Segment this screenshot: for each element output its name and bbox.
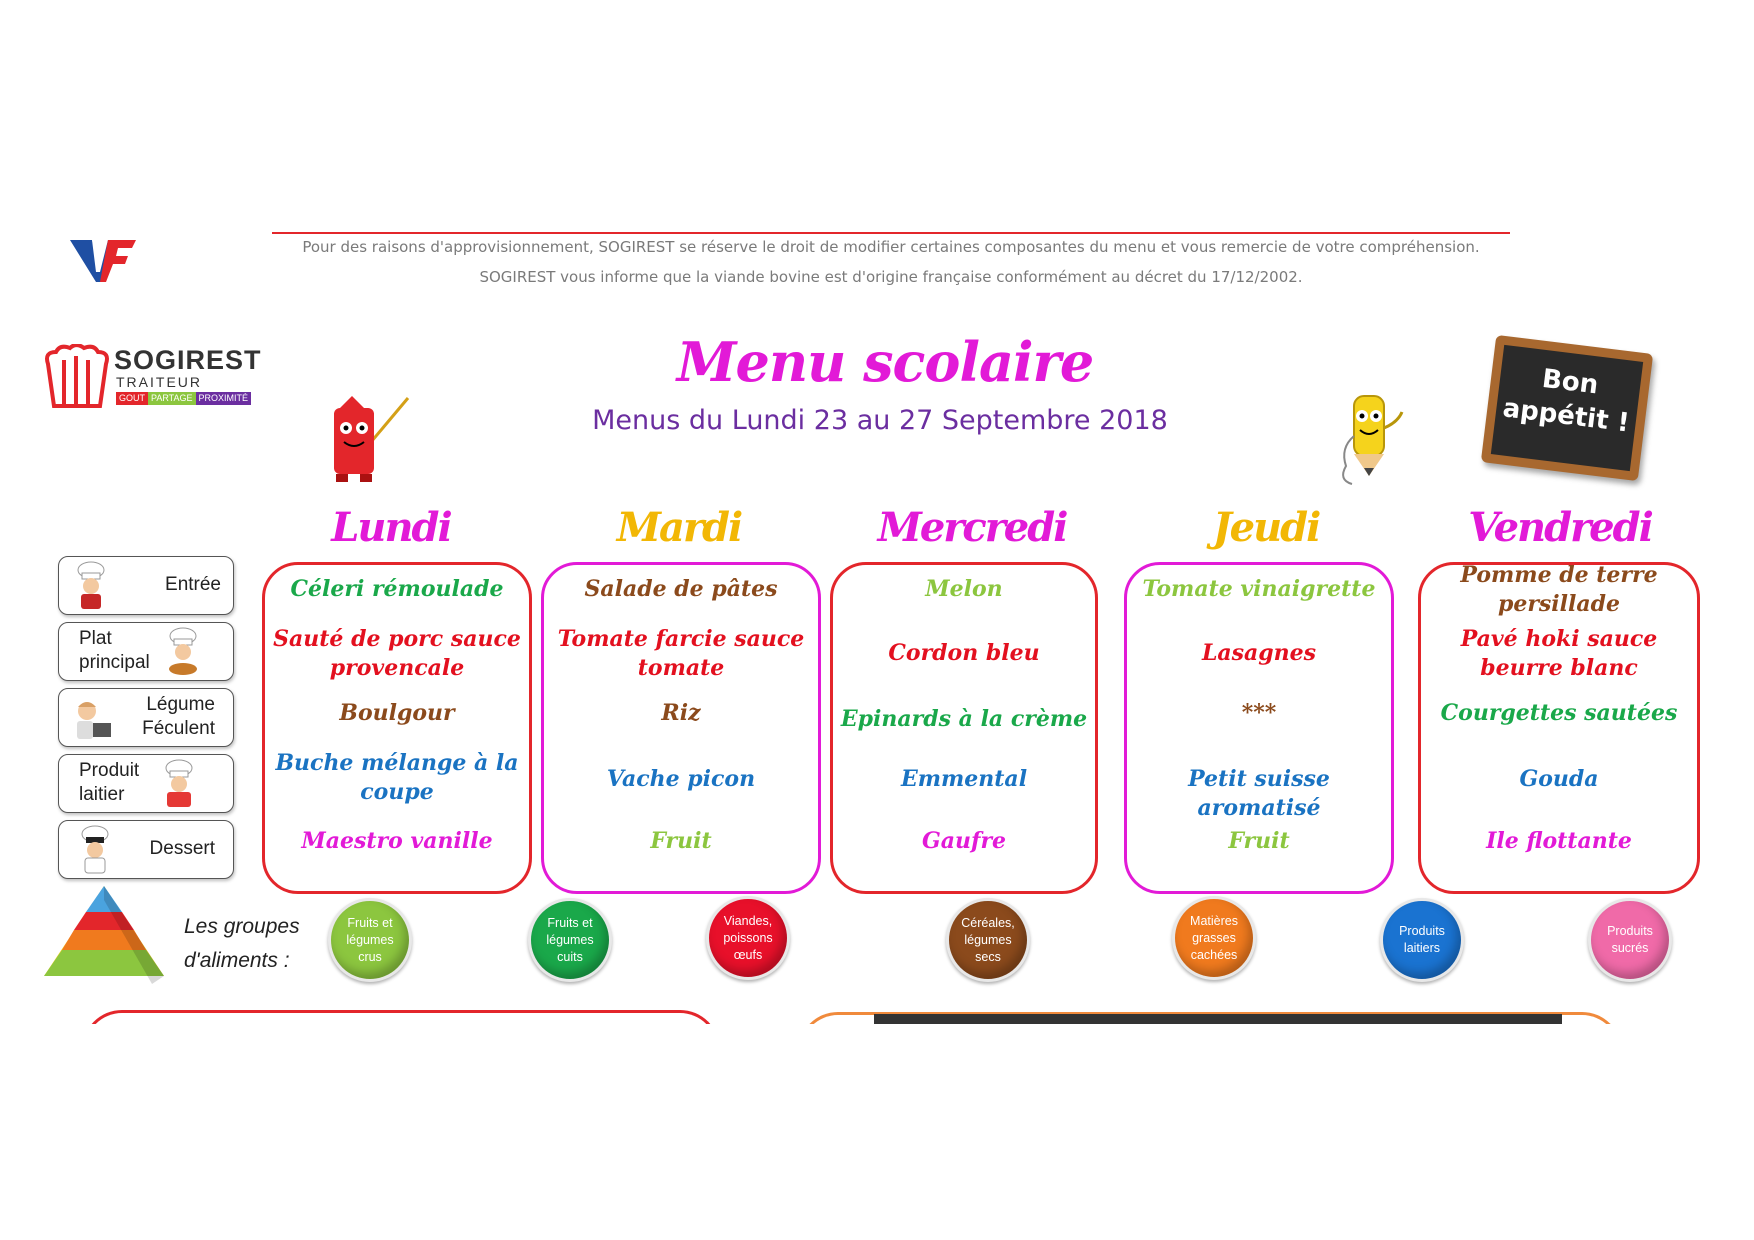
dish-plat: Tomate farcie sauce tomate — [557, 626, 805, 681]
board-line-1: Bon — [1540, 363, 1600, 401]
food-pyramid-icon — [42, 884, 166, 986]
chef-icon — [75, 825, 115, 875]
day-header-lundi: Lundi — [331, 504, 451, 551]
day-header-mardi: Mardi — [616, 504, 742, 551]
board-line-2: appétit ! — [1501, 393, 1631, 439]
dish-legume: Epinards à la crème — [840, 706, 1088, 732]
food-group-produits-laitiers: Produits laitiers — [1380, 898, 1464, 982]
dish-entree: Céleri rémoulade — [290, 576, 504, 602]
sogirest-chef-hat-logo — [40, 344, 112, 410]
category-label-line-1: Légume — [146, 694, 215, 715]
dish-dessert: Fruit — [1228, 828, 1290, 854]
food-group-fruits-legumes-crus: Fruits et légumes crus — [328, 898, 412, 982]
header-rule — [272, 232, 1510, 234]
page-bottom-whitespace — [0, 1024, 1754, 1240]
food-group-matieres-grasses: Matières grasses cachées — [1172, 896, 1256, 980]
dish-dessert: Fruit — [650, 828, 712, 854]
dish-legume: Boulgour — [339, 700, 455, 726]
dish-laitier: Gouda — [1519, 766, 1599, 792]
category-label-line-2: Féculent — [142, 718, 215, 739]
tagline-item: PROXIMITÉ — [196, 392, 252, 405]
category-entree — [58, 556, 234, 615]
category-legume-feculent — [58, 688, 234, 747]
chef-icon — [71, 561, 111, 611]
vf-flag-logo — [70, 238, 136, 284]
dish-laitier: Vache picon — [606, 766, 756, 792]
day-menu-vendredi — [1418, 562, 1700, 894]
category-label: Entrée — [165, 574, 221, 595]
notice-line-2: SOGIREST vous informe que la viande bovine est d'origine française conformément au décret du 17/12/2002. — [479, 268, 1303, 286]
category-label-line-2: laitier — [79, 784, 125, 805]
dish-plat: Cordon bleu — [888, 640, 1040, 666]
dish-dessert: Gaufre — [921, 828, 1007, 854]
category-label: Dessert — [149, 838, 215, 859]
food-group-cereales-legumes-secs: Céréales, légumes secs — [946, 898, 1030, 982]
dish-laitier: Emmental — [900, 766, 1028, 792]
page-title: Menu scolaire — [676, 330, 1094, 394]
dish-legume: Courgettes sautées — [1440, 700, 1678, 726]
day-menu-lundi — [262, 562, 532, 894]
food-group-produits-sucres: Produits sucrés — [1588, 898, 1672, 982]
dish-plat: Lasagnes — [1201, 640, 1317, 666]
red-pencil-mascot-icon — [322, 392, 414, 486]
dish-dessert: Ile flottante — [1486, 828, 1632, 854]
tagline-item: GOUT — [116, 392, 148, 405]
food-groups-label-line-2: d'aliments : — [184, 949, 290, 972]
category-produit-laitier — [58, 754, 234, 813]
day-header-vendredi: Vendredi — [1468, 504, 1652, 551]
dish-entree: Tomate vinaigrette — [1142, 576, 1376, 602]
dish-laitier: Buche mélange à la coupe — [275, 750, 519, 805]
page-subtitle: Menus du Lundi 23 au 27 Septembre 2018 — [592, 405, 1168, 436]
food-groups-label — [184, 910, 300, 978]
day-menu-jeudi — [1124, 562, 1394, 894]
dish-entree: Pomme de terre persillade — [1460, 562, 1658, 617]
chef-icon — [159, 759, 199, 809]
dish-plat: Sauté de porc sauce provencale — [273, 626, 521, 681]
dish-entree: Melon — [925, 576, 1003, 602]
dish-laitier: Petit suisse aromatisé — [1188, 766, 1330, 821]
dish-legume: *** — [1241, 700, 1277, 726]
category-plat-principal — [58, 622, 234, 681]
category-label-line-1: Plat — [79, 628, 112, 649]
bon-appetit-chalkboard — [1481, 335, 1653, 481]
category-label-line-2: principal — [79, 652, 150, 673]
notice-line-1: Pour des raisons d'approvisionnement, SOGIREST se réserve le droit de modifier certaines composantes du menu et vous remercie de votre compréhension. — [302, 238, 1480, 256]
dish-dessert: Maestro vanille — [301, 828, 493, 854]
category-dessert — [58, 820, 234, 879]
food-groups-label-line-1: Les groupes — [184, 915, 300, 938]
dish-entree: Salade de pâtes — [584, 576, 778, 602]
sogirest-name: SOGIREST — [114, 345, 262, 375]
tagline-item: PARTAGE — [148, 392, 196, 405]
food-group-fruits-legumes-cuits: Fruits et légumes cuits — [528, 898, 612, 982]
day-header-mercredi: Mercredi — [877, 504, 1067, 551]
bottom-right-photo-strip — [874, 1014, 1562, 1024]
food-group-viandes-poissons-oeufs: Viandes, poissons œufs — [706, 896, 790, 980]
day-menu-mercredi — [830, 562, 1098, 894]
dish-legume: Riz — [661, 700, 701, 726]
category-label-line-1: Produit — [79, 760, 140, 781]
day-menu-mardi — [541, 562, 821, 894]
dish-plat: Pavé hoki sauce beurre blanc — [1460, 626, 1658, 681]
sogirest-subtitle: TRAITEUR — [116, 374, 202, 390]
day-header-jeudi: Jeudi — [1212, 504, 1320, 551]
sogirest-tagline — [116, 392, 266, 405]
chef-icon — [163, 627, 203, 677]
cook-icon — [71, 693, 111, 743]
yellow-pencil-mascot-icon — [1332, 392, 1416, 490]
